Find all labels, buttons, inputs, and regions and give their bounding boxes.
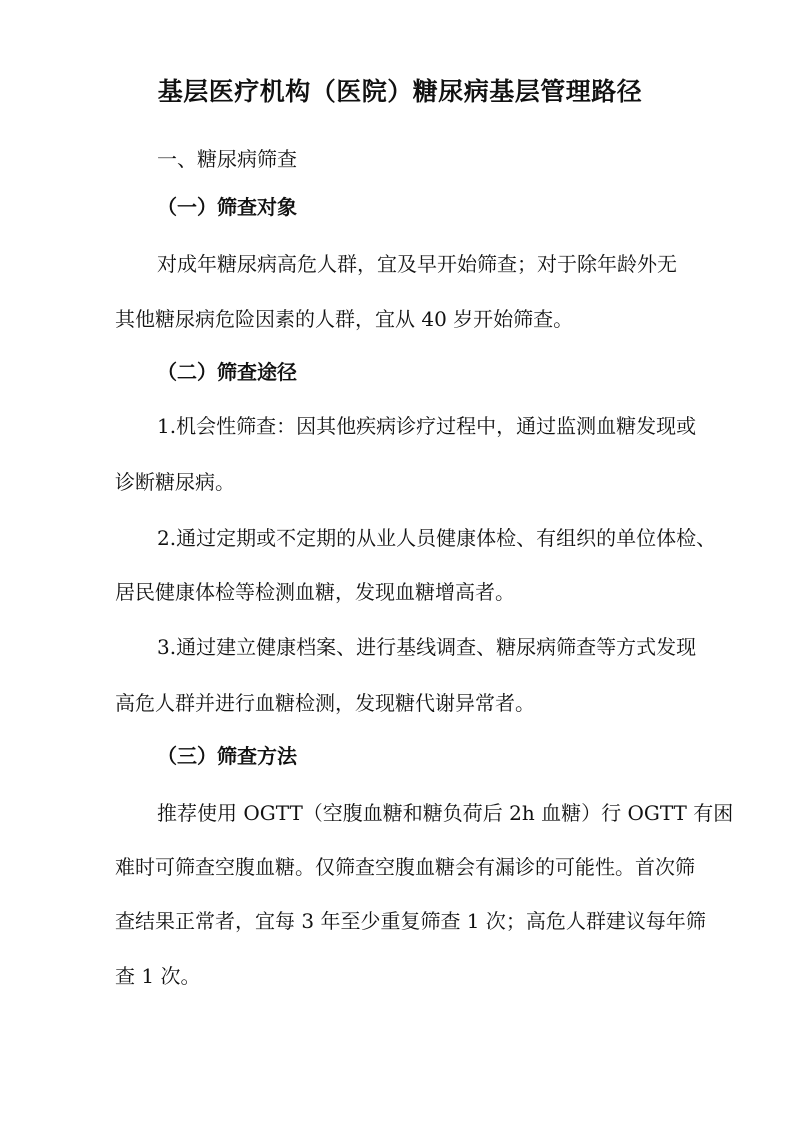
paragraph-line: 对成年糖尿病高危人群，宜及早开始筛查；对于除年龄外无	[157, 252, 677, 276]
list-item-line: 3.通过建立健康档案、进行基线调查、糖尿病筛查等方式发现	[157, 635, 697, 659]
list-item-line: 2.通过定期或不定期的从业人员健康体检、有组织的单位体检、	[157, 526, 717, 550]
paragraph-line: 推荐使用 OGTT（空腹血糖和糖负荷后 2h 血糖）行 OGTT 有困	[157, 801, 734, 825]
section-heading-screening: 一、糖尿病筛查	[157, 147, 297, 171]
list-item-line: 居民健康体检等检测血糖，发现血糖增高者。	[115, 580, 515, 604]
list-item-line: 1.机会性筛查：因其他疾病诊疗过程中，通过监测血糖发现或	[157, 414, 697, 438]
list-item-line: 高危人群并进行血糖检测，发现糖代谢异常者。	[115, 691, 535, 715]
subsection-heading-methods: （三）筛查方法	[157, 744, 297, 768]
paragraph-line: 查结果正常者，宜每 3 年至少重复筛查 1 次；高危人群建议每年筛	[115, 909, 706, 933]
subsection-heading-routes: （二）筛查途径	[157, 360, 297, 384]
document-title: 基层医疗机构（医院）糖尿病基层管理路径	[157, 77, 643, 106]
list-item-line: 诊断糖尿病。	[115, 470, 235, 494]
paragraph-line: 查 1 次。	[115, 964, 201, 988]
paragraph-line: 其他糖尿病危险因素的人群，宜从 40 岁开始筛查。	[115, 307, 574, 331]
subsection-heading-targets: （一）筛查对象	[157, 195, 297, 219]
paragraph-line: 难时可筛查空腹血糖。仅筛查空腹血糖会有漏诊的可能性。首次筛	[115, 855, 695, 879]
